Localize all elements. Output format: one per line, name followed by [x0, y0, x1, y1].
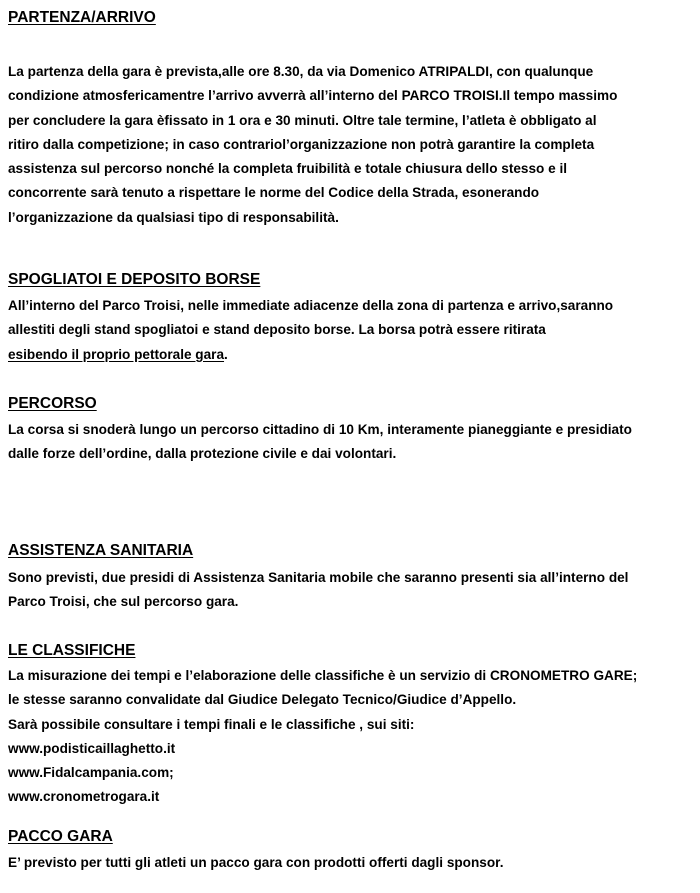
text-line: La corsa si snoderà lungo un percorso cittadino di 10 Km, interamente pianeggiante e presidiato — [8, 422, 632, 437]
text-line: All’interno del Parco Troisi, nelle immediate adiacenze della zona di partenza e arrivo,saranno — [8, 298, 614, 313]
section-body-percorso — [8, 418, 632, 467]
section-body-classifiche — [8, 664, 637, 810]
text-line: condizione atmosfericamentre l’arrivo avverrà all’interno del PARCO TROISI.Il tempo massimo — [8, 88, 618, 104]
section-heading-classifiche: LE CLASSIFICHE — [8, 642, 136, 659]
text-line: l’organizzazione da qualsiasi tipo di responsabilità. — [8, 209, 339, 225]
website-link: www.Fidalcampania.com; — [8, 765, 174, 781]
section-heading-percorso: PERCORSO — [8, 395, 97, 412]
section-body-spogliatoi — [8, 294, 613, 367]
text-line: Parco Troisi, che sul percorso gara. — [8, 594, 239, 610]
section-heading-partenza-arrivo: PARTENZA/ARRIVO — [8, 9, 156, 26]
underlined-text: esibendo il proprio pettorale gara — [8, 346, 225, 362]
section-body-assistenza-sanitaria — [8, 566, 628, 615]
text-line-tail: . — [224, 346, 228, 362]
text-line: La partenza della gara è prevista,alle ore 8.30, da via Domenico ATRIPALDI, con qualunque — [8, 64, 594, 79]
website-link: www.podisticaillaghetto.it — [8, 740, 176, 756]
section-heading-spogliatoi: SPOGLIATOI E DEPOSITO BORSE — [8, 271, 261, 288]
section-body-partenza-arrivo — [8, 60, 617, 230]
text-line: ritiro dalla competizione; in caso contrariol’organizzazione non potrà garantire la completa — [8, 136, 595, 152]
section-heading-assistenza-sanitaria: ASSISTENZA SANITARIA — [8, 542, 194, 559]
text-line: E’ previsto per tutti gli atleti un pacco gara con prodotti offerti dagli sponsor. — [8, 855, 504, 870]
text-line: La misurazione dei tempi e l’elaborazione delle classifiche è un servizio di CRONOMETRO GARE; — [8, 668, 638, 683]
text-line: assistenza sul percorso nonché la completa fruibilità e totale chiusura dello stesso e il — [8, 161, 568, 177]
website-link: www.cronometrogara.it — [8, 789, 160, 805]
text-line: concorrente sarà tenuto a rispettare le norme del Codice della Strada, esonerando — [8, 185, 540, 201]
text-line: allestiti degli stand spogliatoi e stand deposito borse. La borsa potrà essere ritirata — [8, 322, 546, 338]
text-line-with-underline — [8, 343, 613, 367]
section-body-pacco-gara — [8, 851, 503, 875]
text-line: per concludere la gara èfissato in 1 ora e 30 minuti. Oltre tale termine, l’atleta è obbligato al — [8, 112, 597, 128]
text-line: Sarà possibile consultare i tempi finali e le classifiche , sui siti: — [8, 716, 415, 732]
text-line: dalle forze dell’ordine, dalla protezione civile e dai volontari. — [8, 446, 397, 462]
section-heading-pacco-gara: PACCO GARA — [8, 828, 113, 845]
text-line: Sono previsti, due presidi di Assistenza Sanitaria mobile che saranno presenti sia all’interno del — [8, 570, 629, 585]
text-line: le stesse saranno convalidate dal Giudice Delegato Tecnico/Giudice d’Appello. — [8, 692, 517, 708]
